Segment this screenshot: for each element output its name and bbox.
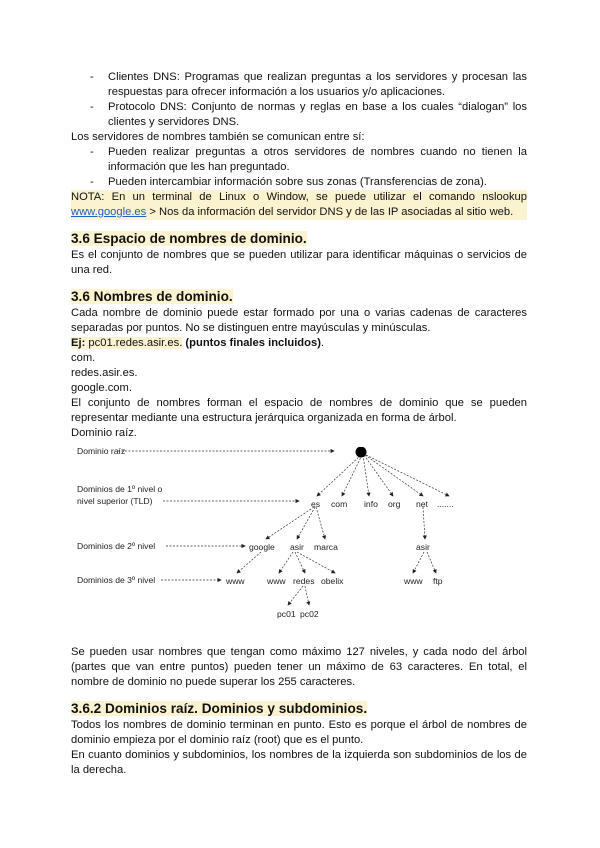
root-node bbox=[356, 447, 367, 458]
node-www: www bbox=[226, 576, 245, 586]
node-redes: redes bbox=[293, 576, 315, 586]
section-text: Todos los nombres de dominio terminan en punto. Esto es porque el árbol de nombres de dominio empieza por el dominio raíz (root) que es el punto. bbox=[71, 719, 527, 746]
label-tld: nivel superior (TLD) bbox=[77, 496, 153, 506]
node-ftp: ftp bbox=[433, 576, 443, 586]
node-com: com bbox=[331, 499, 348, 509]
note-text: NOTA: En un terminal de Linux o Window, se puede utilizar el comando nslookup bbox=[71, 191, 527, 203]
root-label: Dominio raíz. bbox=[71, 427, 137, 439]
section-heading: 3.6 Nombres de dominio. bbox=[71, 289, 233, 304]
domain-tree-svg bbox=[71, 447, 527, 625]
list-item: - Pueden intercambiar información sobre sus zonas (Transferencias de zona). bbox=[90, 176, 487, 188]
example-redes: redes.asir.es. bbox=[71, 367, 138, 379]
section-heading: 3.6.2 Dominios raíz. Dominios y subdominios. bbox=[71, 701, 368, 716]
bullet-text: Pueden intercambiar información sobre sus zonas (Transferencias de zona). bbox=[108, 176, 487, 188]
node-www: www bbox=[267, 576, 286, 586]
example-google: google.com. bbox=[71, 382, 132, 394]
node-pc02: pc02 bbox=[300, 609, 319, 619]
node-marca: marca bbox=[314, 542, 338, 552]
node-org: org bbox=[388, 499, 401, 509]
node-pc01: pc01 bbox=[277, 609, 296, 619]
levels-text: Se pueden usar nombres que tengan como máximo 127 niveles, y cada nodo del árbol (partes que van entre puntos) pueden tener un máximo de 63 caracteres. En total, el nombre de dominio no puede superar los 255 caracteres. bbox=[71, 646, 527, 688]
servers-intro: Los servidores de nombres también se comunican entre sí: bbox=[71, 131, 365, 143]
domain-tree-diagram bbox=[71, 447, 527, 625]
list-item: - Clientes DNS: Programas que realizan preguntas a los servidores y procesan las respuestas para ofrecer información a los usuarios y/o aplicaciones. bbox=[90, 71, 527, 98]
bullet-text: Protocolo DNS: Conjunto de normas y reglas en base a los cuales “dialogan” los clientes y servidores DNS. bbox=[108, 101, 527, 128]
node-dots: ....... bbox=[437, 499, 454, 509]
node-info: info bbox=[364, 499, 378, 509]
document-page bbox=[71, 70, 527, 778]
node-es: es bbox=[311, 499, 321, 509]
note-paragraph bbox=[71, 190, 527, 220]
bullet-text: Pueden realizar preguntas a otros servidores de nombres cuando no tienen la información que les han preguntado. bbox=[108, 146, 527, 173]
list-item: - Pueden realizar preguntas a otros servidores de nombres cuando no tienen la información que les han preguntado. bbox=[90, 146, 527, 173]
node-asir-net: asir bbox=[416, 542, 430, 552]
label-first-level: Dominios de 1º nivel o bbox=[77, 484, 163, 494]
example-com: com. bbox=[71, 352, 96, 364]
node-www-asir: www bbox=[404, 576, 423, 586]
bullet-text: Clientes DNS: Programas que realizan preguntas a los servidores y procesan las respuestas para ofrecer información a los usuarios y/o aplicaciones. bbox=[108, 71, 527, 98]
section-text: Es el conjunto de nombres que se pueden utilizar para identificar máquinas o servicios de una red. bbox=[71, 249, 527, 276]
section-text: En cuanto dominios y subdominios, los nombres de la izquierda son subdominios de los de la derecha. bbox=[71, 749, 527, 776]
google-link[interactable]: www.google.es bbox=[71, 206, 147, 218]
label-third-level: Dominios de 3º nivel bbox=[77, 575, 156, 585]
node-google: google bbox=[249, 542, 275, 552]
node-net: net bbox=[416, 499, 428, 509]
note-text-after: > Nos da información del servidor DNS y de las IP asociadas al sitio web. bbox=[146, 206, 514, 218]
section-heading: 3.6 Espacio de nombres de dominio. bbox=[71, 231, 307, 246]
node-asir: asir bbox=[290, 542, 304, 552]
label-root-domain: Dominio raíz bbox=[77, 447, 126, 456]
section-text: Cada nombre de dominio puede estar formado por una o varias cadenas de caracteres separadas por puntos. No se distinguen entre mayúsculas y minúsculas. bbox=[71, 307, 527, 334]
tree-text: El conjunto de nombres forman el espacio de nombres de dominio que se pueden representar mediante una estructura jerárquica organizada en forma de árbol. bbox=[71, 397, 527, 424]
node-obelix: obelix bbox=[321, 576, 344, 586]
label-second-level: Dominios de 2º nivel bbox=[77, 541, 156, 551]
example-line: Ej: pc01.redes.asir.es. (puntos finales incluidos). bbox=[71, 337, 325, 349]
list-item: - Protocolo DNS: Conjunto de normas y reglas en base a los cuales “dialogan” los clientes y servidores DNS. bbox=[90, 101, 527, 128]
